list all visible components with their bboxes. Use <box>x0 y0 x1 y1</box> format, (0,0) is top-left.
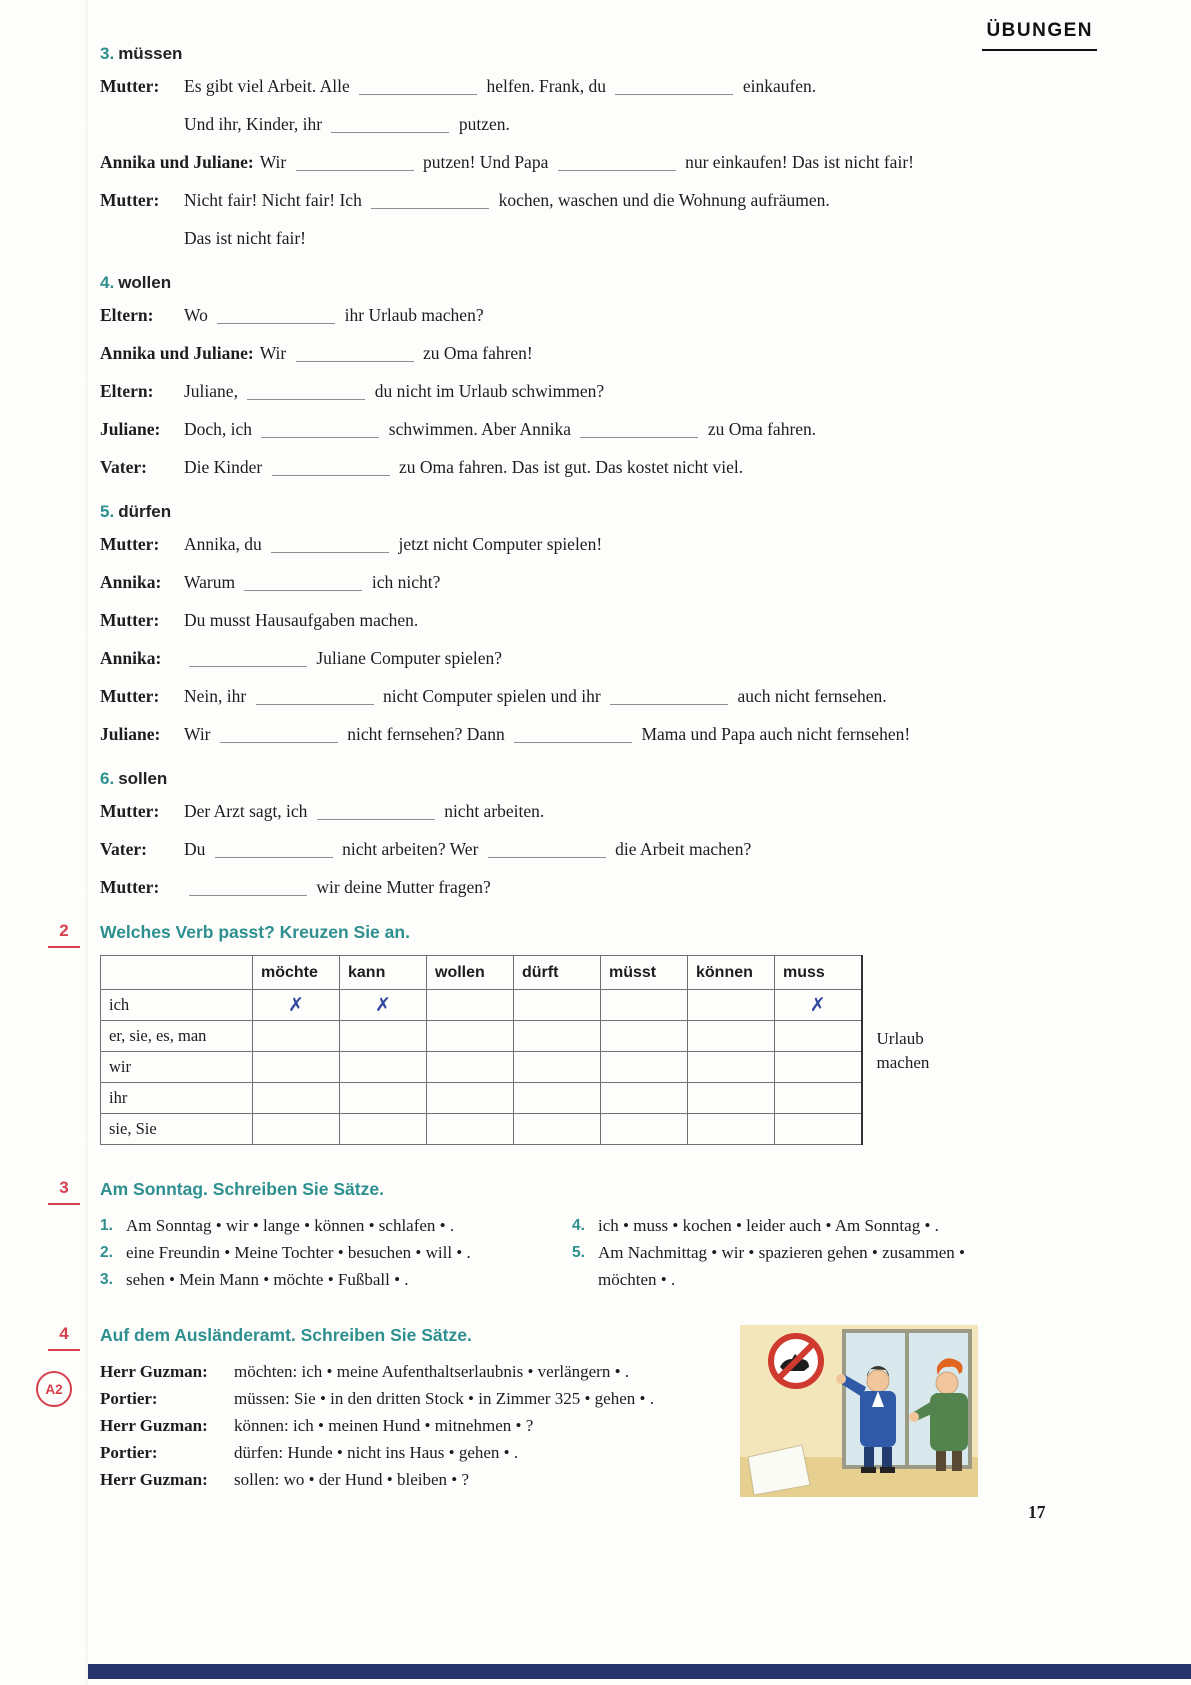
answer-blank[interactable] <box>296 345 414 363</box>
check-cell[interactable] <box>253 1021 340 1052</box>
check-cell[interactable] <box>253 1083 340 1114</box>
sentence-item <box>100 1239 572 1266</box>
answer-blank[interactable] <box>317 803 435 821</box>
speaker-name: Annika und Juliane: <box>100 343 254 363</box>
dialog-text: Es gibt viel Arbeit. Alle helfen. Frank, du einkaufen. <box>184 76 817 96</box>
sentence-item <box>572 1212 972 1239</box>
check-cell[interactable] <box>688 990 775 1021</box>
table-row <box>101 990 862 1021</box>
pronoun-cell: ihr <box>101 1083 253 1114</box>
speaker-name: Vater: <box>100 839 147 859</box>
dialog-line <box>100 1412 730 1439</box>
section-heading <box>100 502 1092 522</box>
dialog-text: Das ist nicht fair! <box>184 228 306 248</box>
speaker-name: Annika und Juliane: <box>100 152 254 172</box>
check-cell[interactable]: ✗ <box>775 990 862 1021</box>
speaker-name: Annika: <box>100 648 162 668</box>
speaker-name: Herr Guzman: <box>100 1470 208 1489</box>
dialog-line <box>100 151 1092 173</box>
dialog-line <box>100 1385 730 1412</box>
table-col-header: können <box>688 956 775 990</box>
answer-blank[interactable] <box>488 841 606 859</box>
exercise-3-left-column <box>100 1212 572 1293</box>
exercise-4-title: Auf dem Ausländeramt. Schreiben Sie Sätze. <box>100 1325 472 1345</box>
answer-blank[interactable] <box>261 421 379 439</box>
dialog-text: Wir zu Oma fahren! <box>259 343 533 363</box>
table-header-row <box>101 956 862 990</box>
check-cell[interactable] <box>601 990 688 1021</box>
dialog-line <box>100 380 1092 402</box>
speaker-name: Eltern: <box>100 381 154 401</box>
page-header: ÜBUNGEN <box>982 20 1097 51</box>
speaker-name: Mutter: <box>100 877 160 897</box>
table-row <box>101 1021 862 1052</box>
check-cell[interactable] <box>427 1052 514 1083</box>
check-cell[interactable] <box>340 1114 427 1145</box>
speaker-name: Mutter: <box>100 801 160 821</box>
answer-blank[interactable] <box>256 688 374 706</box>
table-col-header: müsst <box>601 956 688 990</box>
table-row <box>101 1083 862 1114</box>
dialog-text: Annika, du jetzt nicht Computer spielen! <box>184 534 603 554</box>
dialog-text: Wo ihr Urlaub machen? <box>184 305 484 325</box>
dialog-line <box>100 418 1092 440</box>
exercise-3-right-column <box>572 1212 972 1293</box>
dialog-text: müssen: Sie • in den dritten Stock • in Zimmer 325 • gehen • . <box>234 1389 654 1408</box>
page-number: 17 <box>1028 1502 1046 1522</box>
answer-blank[interactable] <box>558 154 676 172</box>
exercise-2 <box>59 921 1092 1145</box>
check-cell[interactable] <box>775 1052 862 1083</box>
section-number: 4. <box>100 273 115 292</box>
section-verb: dürfen <box>118 502 172 521</box>
check-cell[interactable] <box>514 1114 601 1145</box>
dialog-line <box>100 227 1092 249</box>
answer-blank[interactable] <box>244 574 362 592</box>
speaker-name: Juliane: <box>100 419 161 439</box>
section-verb: sollen <box>118 769 168 788</box>
answer-blank[interactable] <box>615 78 733 96</box>
dialog-text: Du musst Hausaufgaben machen. <box>184 610 419 630</box>
dialog-text: Und ihr, Kinder, ihr putzen. <box>184 114 510 134</box>
item-number: 3. <box>100 1271 113 1288</box>
section-heading <box>100 769 1092 789</box>
dialog-line <box>100 800 1092 822</box>
answer-blank[interactable] <box>296 154 414 172</box>
dialog-line <box>100 1466 730 1493</box>
check-cell[interactable] <box>601 1114 688 1145</box>
check-cell[interactable] <box>688 1083 775 1114</box>
check-cell[interactable] <box>688 1114 775 1145</box>
answer-blank[interactable] <box>514 726 632 744</box>
bottom-bar <box>88 1664 1191 1679</box>
answer-blank[interactable] <box>189 879 307 897</box>
dialog-line <box>100 571 1092 593</box>
answer-blank[interactable] <box>271 536 389 554</box>
item-number: 1. <box>100 1217 113 1234</box>
level-badge: A2 <box>36 1371 72 1407</box>
dialog-line <box>100 456 1092 478</box>
table-col-header: wollen <box>427 956 514 990</box>
speaker-name: Mutter: <box>100 610 160 630</box>
check-cell[interactable] <box>775 1114 862 1145</box>
dialog-text: Warum ich nicht? <box>184 572 441 592</box>
dialog-text: Doch, ich schwimmen. Aber Annika zu Oma fahren. <box>184 419 817 439</box>
speaker-name: Mutter: <box>100 190 160 210</box>
dialog-text: wir deine Mutter fragen? <box>184 876 1092 898</box>
item-text: ich • muss • kochen • leider auch • Am Sonntag • . <box>598 1216 939 1235</box>
section-heading <box>100 273 1092 293</box>
table-col-header: kann <box>340 956 427 990</box>
item-text: Am Sonntag • wir • lange • können • schlafen • . <box>126 1216 455 1235</box>
dialog-line <box>100 342 1092 364</box>
speaker-name <box>100 113 184 135</box>
speaker-name: Juliane: <box>100 724 161 744</box>
check-cell[interactable] <box>253 1114 340 1145</box>
table-row <box>101 1052 862 1083</box>
speaker-name: Vater: <box>100 457 147 477</box>
exercise-3-number: 3 <box>48 1178 80 1205</box>
dialog-section <box>100 502 1092 745</box>
table-col-header: dürft <box>514 956 601 990</box>
exercise-4-lines <box>100 1358 730 1493</box>
answer-blank[interactable] <box>189 650 307 668</box>
dialog-line <box>100 1358 730 1385</box>
check-cell[interactable] <box>514 1083 601 1114</box>
pronoun-cell: sie, Sie <box>101 1114 253 1145</box>
answer-blank[interactable] <box>610 688 728 706</box>
pronoun-cell: wir <box>101 1052 253 1083</box>
speaker-name: Mutter: <box>100 686 160 706</box>
answer-blank[interactable] <box>371 192 489 210</box>
item-number: 4. <box>572 1217 585 1234</box>
check-cell[interactable] <box>601 1052 688 1083</box>
check-cell[interactable] <box>601 1083 688 1114</box>
check-cell[interactable] <box>688 1052 775 1083</box>
answer-blank[interactable] <box>331 116 449 134</box>
dialog-text: Wir nicht fernsehen? Dann Mama und Papa auch nicht fernsehen! <box>184 724 911 744</box>
check-cell[interactable] <box>253 1052 340 1083</box>
check-cell[interactable] <box>427 1114 514 1145</box>
check-cell[interactable]: ✗ <box>253 990 340 1021</box>
dialog-line <box>100 838 1092 860</box>
sentence-item <box>100 1266 572 1293</box>
sentence-item <box>572 1239 972 1293</box>
check-cell[interactable] <box>514 1052 601 1083</box>
section-number: 6. <box>100 769 115 788</box>
item-number: 2. <box>100 1244 113 1261</box>
dialog-line <box>100 685 1092 707</box>
exercise-3 <box>59 1178 1092 1293</box>
speaker-name: Mutter: <box>100 534 160 554</box>
pronoun-cell: er, sie, es, man <box>101 1021 253 1052</box>
exercise-2-title: Welches Verb passt? Kreuzen Sie an. <box>100 922 410 942</box>
dialog-line <box>100 189 1092 211</box>
check-cell[interactable] <box>340 1052 427 1083</box>
verb-table-wrap <box>100 955 1092 1145</box>
dialog-text: dürfen: Hunde • nicht ins Haus • gehen • . <box>234 1443 519 1462</box>
check-cell[interactable] <box>340 1083 427 1114</box>
item-number: 5. <box>572 1244 585 1261</box>
exercise-4-number: 4 <box>48 1324 80 1351</box>
verb-table <box>100 955 863 1145</box>
item-text: sehen • Mein Mann • möchte • Fußball • . <box>126 1270 409 1289</box>
section-heading <box>100 44 1092 64</box>
speaker-name <box>100 227 184 249</box>
speaker-name: Eltern: <box>100 305 154 325</box>
check-cell[interactable] <box>688 1021 775 1052</box>
section-verb: müssen <box>118 44 183 63</box>
speaker-name: Portier: <box>100 1389 158 1408</box>
speaker-name: Herr Guzman: <box>100 1362 208 1381</box>
dialog-line <box>100 1439 730 1466</box>
table-row <box>101 1114 862 1145</box>
cartoon-illustration <box>740 1325 978 1502</box>
dialog-text: Du nicht arbeiten? Wer die Arbeit machen? <box>184 839 752 859</box>
dialog-text: Juliane, du nicht im Urlaub schwimmen? <box>184 381 605 401</box>
exercise-3-title: Am Sonntag. Schreiben Sie Sätze. <box>100 1179 384 1199</box>
item-text: Am Nachmittag • wir • spazieren gehen • zusammen • möchten • . <box>598 1243 965 1289</box>
check-cell[interactable]: ✗ <box>340 990 427 1021</box>
check-cell[interactable] <box>775 1021 862 1052</box>
dialog-section <box>100 273 1092 478</box>
pronoun-cell: ich <box>101 990 253 1021</box>
page-content <box>45 44 1092 1493</box>
dialog-text: Nicht fair! Nicht fair! Ich kochen, waschen und die Wohnung aufräumen. <box>184 190 830 210</box>
answer-blank[interactable] <box>272 459 390 477</box>
speaker-name: Herr Guzman: <box>100 1416 208 1435</box>
check-cell[interactable] <box>601 1021 688 1052</box>
answer-blank[interactable] <box>217 307 335 325</box>
check-cell[interactable] <box>514 990 601 1021</box>
sentence-item <box>100 1212 572 1239</box>
section-number: 5. <box>100 502 115 521</box>
dialog-line <box>100 113 1092 135</box>
dialog-section <box>100 44 1092 249</box>
table-side-label: Urlaub machen <box>876 1029 930 1072</box>
dialog-line <box>100 304 1092 326</box>
check-cell[interactable] <box>340 1021 427 1052</box>
dialog-text: Die Kinder zu Oma fahren. Das ist gut. Das kostet nicht viel. <box>184 457 744 477</box>
dialog-line <box>100 609 1092 631</box>
answer-blank[interactable] <box>580 421 698 439</box>
check-cell[interactable] <box>427 1083 514 1114</box>
dialog-text: möchten: ich • meine Aufenthaltserlaubnis • verlängern • . <box>234 1362 630 1381</box>
exercise-3-columns <box>100 1212 1092 1293</box>
dialog-line <box>100 647 1092 669</box>
item-text: eine Freundin • Meine Tochter • besuchen • will • . <box>126 1243 471 1262</box>
table-col-header: muss <box>775 956 862 990</box>
speaker-name: Portier: <box>100 1443 158 1462</box>
dialog-line <box>100 533 1092 555</box>
dialog-line <box>100 723 1092 745</box>
exercise-2-number: 2 <box>48 921 80 948</box>
dialog-line <box>100 876 1092 898</box>
dialog-text: können: ich • meinen Hund • mitnehmen • ? <box>234 1416 534 1435</box>
table-corner-cell <box>101 956 253 990</box>
dialog-text: Nein, ihr nicht Computer spielen und ihr auch nicht fernsehen. <box>184 686 887 706</box>
speaker-name: Mutter: <box>100 76 160 96</box>
answer-blank[interactable] <box>215 841 333 859</box>
check-cell[interactable] <box>514 1021 601 1052</box>
check-cell[interactable] <box>775 1083 862 1114</box>
answer-blank[interactable] <box>247 383 365 401</box>
answer-blank[interactable] <box>220 726 338 744</box>
dialog-text: sollen: wo • der Hund • bleiben • ? <box>234 1470 470 1489</box>
check-cell[interactable] <box>427 1021 514 1052</box>
dialog-line <box>100 75 1092 97</box>
exercise-4 <box>45 1324 1092 1493</box>
table-col-header: möchte <box>253 956 340 990</box>
section-verb: wollen <box>118 273 172 292</box>
dialog-section <box>100 769 1092 898</box>
answer-blank[interactable] <box>359 78 477 96</box>
dialog-sections <box>100 44 1092 898</box>
dialog-text: Wir putzen! Und Papa nur einkaufen! Das ist nicht fair! <box>259 152 914 172</box>
check-cell[interactable] <box>427 990 514 1021</box>
section-number: 3. <box>100 44 115 63</box>
speaker-name: Annika: <box>100 572 162 592</box>
dialog-text: Juliane Computer spielen? <box>184 647 1092 669</box>
dialog-text: Der Arzt sagt, ich nicht arbeiten. <box>184 801 545 821</box>
